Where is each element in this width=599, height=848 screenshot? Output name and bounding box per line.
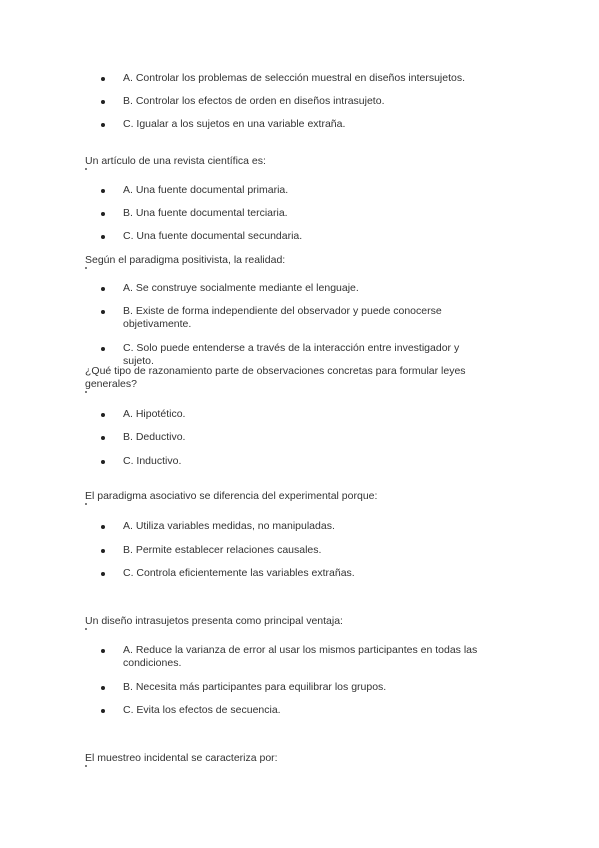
bullet-icon	[101, 123, 105, 127]
paragraph-mark	[85, 168, 87, 170]
paragraph-mark	[85, 628, 87, 630]
bullet-icon	[101, 100, 105, 104]
bullet-icon	[101, 235, 105, 239]
bullet-icon	[101, 310, 105, 314]
paragraph-mark	[85, 503, 87, 505]
bullet-icon	[101, 77, 105, 81]
paragraph-mark	[85, 765, 87, 767]
bullet-icon	[101, 525, 105, 529]
bullet-icon	[101, 287, 105, 291]
bullet-icon	[101, 549, 105, 553]
bullet-icon	[101, 709, 105, 713]
bullet-icon	[101, 460, 105, 464]
question-text: El paradigma asociativo se diferencia del experimental porque:	[85, 490, 515, 503]
bullet-icon	[101, 572, 105, 576]
question-text: Según el paradigma positivista, la realidad:	[85, 254, 515, 267]
bullet-icon	[101, 347, 105, 351]
bullet-icon	[101, 686, 105, 690]
question-text: Un diseño intrasujetos presenta como principal ventaja:	[85, 615, 515, 628]
paragraph-mark	[85, 391, 87, 393]
bullet-icon	[101, 649, 105, 653]
question-text: Un artículo de una revista científica es:	[85, 155, 515, 168]
question-text: El muestreo incidental se caracteriza por:	[85, 752, 515, 765]
bullet-icon	[101, 436, 105, 440]
bullet-icon	[101, 413, 105, 417]
bullet-icon	[101, 212, 105, 216]
question-text: ¿Qué tipo de razonamiento parte de observaciones concretas para formular leyes generales?	[85, 365, 505, 391]
paragraph-mark	[85, 267, 87, 269]
bullet-icon	[101, 189, 105, 193]
document-page: A. Controlar los problemas de selección muestral en diseños intersujetos. B. Controlar los efectos de orden en diseños intrasujeto. C. Igualar a los sujetos en una variable extraña. Un artículo de una revista científica es: A. Una fuente documental primaria. B. Una fuente documental terciaria. C. Una fuente documental secundaria. Según el paradigma positivista, la realidad: A. Se construye socialmente mediante el lenguaje. B. Existe de forma independiente del observador y puede conocerse objetivamente. C. Solo puede entenderse a través de la interacción entre investigador y sujeto. ¿Qué tipo de razonamiento parte de observaciones concretas para formular leyes generales? A. Hipotético. B. Deductivo. C. Inductivo. El paradigma asociativo se diferencia del experimental porque: A. Utiliza variables medidas, no manipuladas. B. Permite establecer relaciones causales. C. Controla eficientemente las variables extrañas. Un diseño intrasujetos presenta como principal ventaja: A. Reduce la varianza de error al usar los mismos participantes en todas las condiciones. B. Necesita más participantes para equilibrar los grupos. C. Evita los efectos de secuencia. El muestreo incidental se caracteriza por:	[0, 0, 599, 848]
